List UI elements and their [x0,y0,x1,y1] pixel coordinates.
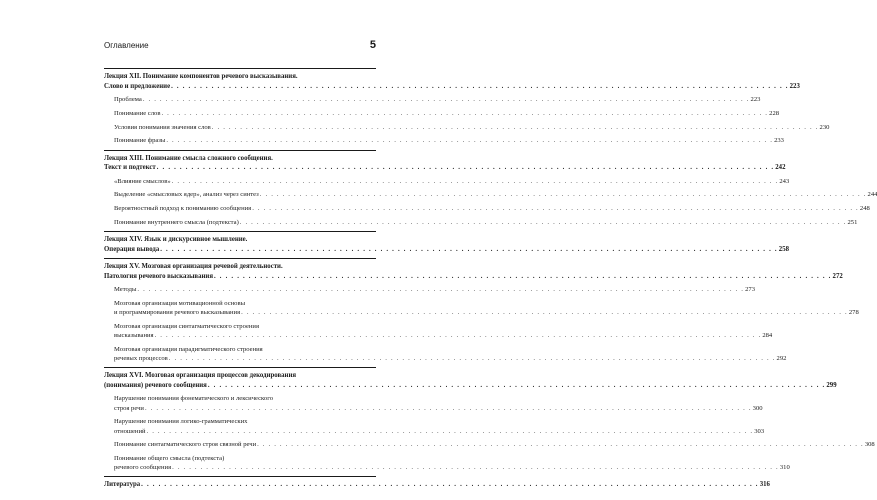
lecture-page-number: 223 [789,82,800,90]
subtopic-page-number: 243 [779,177,790,185]
toc-section [104,150,877,228]
subtopic-page-number: 300 [752,404,763,412]
dot-leader: . . . . . . . . . . . . . . . . . . . . . . . . . . . . . . . . . . . . . . . . . . . . . . . . . . . . . . . . . . . . . . . . . . . . . . . . . . . . . . . . . . . . . . . . . . . . . . . . . . . . . . . . . . . [211,123,819,131]
subtopic-title-line: отношений [114,427,146,435]
subtopic-title-line: Методы [114,286,137,294]
lecture-page-number: 258 [778,245,789,253]
subtopic-entry[interactable] [114,190,877,199]
lecture-entry[interactable] [104,154,786,173]
subtopic-entry[interactable] [114,417,765,435]
subtopic-leader-row [114,463,790,472]
subtopic-page-number: 233 [774,137,784,145]
dot-leader: . . . . . . . . . . . . . . . . . . . . . . . . . . . . . . . . . . . . . . . . . . . . . . . . . . . . . . . . . . . . . . . . . . . . . . . . . . . . . . . . . . . . . . . . . . . . . . . . . . . . . . . . . . . [141,481,759,489]
subtopic-leader-row [114,308,859,317]
subtopic-entry[interactable] [114,218,858,227]
subtopic-entry[interactable] [114,440,875,449]
lecture-leader-row [104,381,837,391]
page-header [104,39,376,51]
dot-leader: . . . . . . . . . . . . . . . . . . . . . . . . . . . . . . . . . . . . . . . . . . . . . . . . . . . . . . . . . . . . . . . . . . . . . . . . . . . . . . . . . . . . . . . . . . . . . . . . . . . . . . . . . . . [161,109,769,117]
subtopic-entry[interactable] [114,123,830,132]
dot-leader: . . . . . . . . . . . . . . . . . . . . . . . . . . . . . . . . . . . . . . . . . . . . . . . . . . . . . . . . . . . . . . . . . . . . . . . . . . . . . . . . . . . . . . . . . . . . . . . . . . . . . . . . . . . [142,96,750,104]
lecture-page-number: 316 [759,481,770,489]
lecture-leader-row [104,272,843,282]
subtopic-title-line: и программирования речевого высказывания [114,309,241,317]
subtopic-leader-row [114,95,761,104]
lecture-title-line: Лекция XII. Понимание компонентов речевого высказывания. [104,73,298,80]
subtopic-entry[interactable] [114,322,773,340]
subtopic-leader-row [114,177,790,186]
lecture-title-line: Слово и предложение [104,82,171,90]
subtopic-page-number: 292 [776,355,787,363]
lecture-title-line: Операция вывода [104,245,160,253]
subtopic-title-line: Понимание общего смысла (подтекста) [114,455,225,462]
toc-section [104,68,830,146]
subtopic-entry[interactable] [114,454,790,472]
dot-leader: . . . . . . . . . . . . . . . . . . . . . . . . . . . . . . . . . . . . . . . . . . . . . . . . . . . . . . . . . . . . . . . . . . . . . . . . . . . . . . . . . . . . . . . . . . . . . . . . . . . . . . . . . . . [154,332,762,340]
dot-leader: . . . . . . . . . . . . . . . . . . . . . . . . . . . . . . . . . . . . . . . . . . . . . . . . . . . . . . . . . . . . . . . . . . . . . . . . . . . . . . . . . . . . . . . . . . . . . . . . . . . . . . . . . . . [144,404,752,412]
dot-leader: . . . . . . . . . . . . . . . . . . . . . . . . . . . . . . . . . . . . . . . . . . . . . . . . . . . . . . . . . . . . . . . . . . . . . . . . . . . . . . . . . . . . . . . . . . . . . . . . . . . . . . . . . . . [241,309,848,317]
subtopic-leader-row [114,123,830,132]
lecture-title-line: (понимания) речевого сообщения [104,381,207,389]
lecture-entry[interactable] [104,235,789,254]
subtopic-leader-row [114,404,763,413]
subtopic-title-line: Нарушение понимания фонематического и лексического [114,395,274,403]
subtopic-entry[interactable] [114,299,859,317]
dot-leader: . . . . . . . . . . . . . . . . . . . . . . . . . . . . . . . . . . . . . . . . . . . . . . . . . . . . . . . . . . . . . . . . . . . . . . . . . . . . . . . . . . . . . . . . . . . . . . . . . . . . . . . . . . . [146,427,754,435]
subtopic-leader-row [114,218,858,227]
dot-leader: . . . . . . . . . . . . . . . . . . . . . . . . . . . . . . . . . . . . . . . . . . . . . . . . . . . . . . . . . . . . . . . . . . . . . . . . . . . . . . . . . . . . . . . . . . . . . . . . . . . . . . . . . . . [160,245,778,253]
dot-leader: . . . . . . . . . . . . . . . . . . . . . . . . . . . . . . . . . . . . . . . . . . . . . . . . . . . . . . . . . . . . . . . . . . . . . . . . . . . . . . . . . . . . . . . . . . . . . . . . . . . . . . . . . . . [137,286,745,294]
dot-leader: . . . . . . . . . . . . . . . . . . . . . . . . . . . . . . . . . . . . . . . . . . . . . . . . . . . . . . . . . . . . . . . . . . . . . . . . . . . . . . . . . . . . . . . . . . . . . . . . . . . . . . . . . . . [156,164,775,172]
lecture-entry[interactable] [104,72,800,91]
subtopic-entry[interactable] [114,95,761,104]
subtopic-title-line: Понимание слов [114,109,161,117]
subtopic-leader-row [114,109,780,118]
lecture-page-number: 272 [832,272,843,280]
subtopic-entry[interactable] [114,136,784,145]
dot-leader: . . . . . . . . . . . . . . . . . . . . . . . . . . . . . . . . . . . . . . . . . . . . . . . . . . . . . . . . . . . . . . . . . . . . . . . . . . . . . . . . . . . . . . . . . . . . . . . . . . . . . . . . . . . [171,177,779,185]
dot-leader: . . . . . . . . . . . . . . . . . . . . . . . . . . . . . . . . . . . . . . . . . . . . . . . . . . . . . . . . . . . . . . . . . . . . . . . . . . . . . . . . . . . . . . . . . . . . . . . . . . . . . . . . . . . [252,205,859,213]
subtopic-leader-row [114,354,787,363]
subtopic-entry[interactable] [114,394,763,412]
subtopic-title-line: Условия понимания значения слов [114,123,211,131]
subtopic-entry[interactable] [114,177,790,186]
subtopic-page-number: 310 [779,464,790,472]
subtopic-page-number: 284 [762,332,773,340]
lecture-title-line: Патология речевого высказывания [104,272,213,280]
subtopic-title-line: Понимание внутреннего смысла (подтекста) [114,218,239,226]
subtopic-page-number: 223 [750,96,761,104]
lecture-entry[interactable] [104,480,770,490]
lecture-title-line: Литература [104,481,141,489]
lecture-entry[interactable] [104,371,837,390]
subtopic-leader-row [114,190,877,199]
subtopic-leader-row [114,440,875,449]
lecture-leader-row [104,163,786,173]
subtopic-title-line: Мозговая организация парадигматического строения [114,345,263,353]
lecture-title-line: Текст и подтекст [104,164,156,172]
subtopic-title-line: высказывания [114,332,154,340]
dot-leader: . . . . . . . . . . . . . . . . . . . . . . . . . . . . . . . . . . . . . . . . . . . . . . . . . . . . . . . . . . . . . . . . . . . . . . . . . . . . . . . . . . . . . . . . . . . . . . . . . . . . . . . . . . . [214,272,832,280]
subtopic-page-number: 308 [864,441,875,449]
subtopic-entry[interactable] [114,345,787,363]
subtopic-title-line: строя речи [114,404,144,412]
subtopic-title-line: Вероятностный подход к пониманию сообщения [114,205,252,213]
subtopic-page-number: 248 [859,205,870,213]
running-head-title: Оглавление [104,41,149,50]
subtopic-title-line: Мозговая организация мотивационной основы [114,300,246,308]
subtopic-leader-row [114,136,784,145]
dot-leader: . . . . . . . . . . . . . . . . . . . . . . . . . . . . . . . . . . . . . . . . . . . . . . . . . . . . . . . . . . . . . . . . . . . . . . . . . . . . . . . . . . . . . . . . . . . . . . . . . . . . . . . . . . . [259,191,867,199]
subtopic-title-line: Понимание синтагматического строя связной речи [114,441,257,449]
subtopic-page-number: 278 [848,309,859,317]
subtopic-title-line: Проблема [114,96,142,104]
subtopic-title-line: речевых процессов [114,355,168,363]
lecture-page-number: 242 [775,164,786,172]
subtopic-leader-row [114,331,773,340]
dot-leader: . . . . . . . . . . . . . . . . . . . . . . . . . . . . . . . . . . . . . . . . . . . . . . . . . . . . . . . . . . . . . . . . . . . . . . . . . . . . . . . . . . . . . . . . . . . . . . . . . . . . . . . . . . . [168,355,776,363]
subtopic-leader-row [114,427,765,436]
dot-leader: . . . . . . . . . . . . . . . . . . . . . . . . . . . . . . . . . . . . . . . . . . . . . . . . . . . . . . . . . . . . . . . . . . . . . . . . . . . . . . . . . . . . . . . . . . . . . . . . . . . . . . . . . . . [171,82,789,90]
subtopic-page-number: 244 [867,191,877,199]
lecture-title-line: Лекция XVI. Мозговая организация процессов декодирования [104,372,297,380]
subtopic-title-line: Мозговая организация синтагматического строения [114,322,259,330]
subtopic-leader-row [114,285,755,294]
toc-section [104,231,789,254]
subtopic-title-line: речевого сообщения [114,464,172,472]
subtopic-title-line: Нарушение понимания логико-грамматических [114,418,248,426]
lecture-page-number: 299 [826,381,837,389]
subtopic-page-number: 251 [847,218,858,226]
subtopic-page-number: 228 [769,109,780,117]
lecture-entry[interactable] [104,262,843,281]
dot-leader: . . . . . . . . . . . . . . . . . . . . . . . . . . . . . . . . . . . . . . . . . . . . . . . . . . . . . . . . . . . . . . . . . . . . . . . . . . . . . . . . . . . . . . . . . . . . . . . . . . . . . . . . . . . [239,218,847,226]
subtopic-page-number: 303 [754,427,765,435]
subtopic-leader-row [114,204,870,213]
lecture-title-line: Лекция XIII. Понимание смысла сложного сообщения. [104,154,273,162]
subtopic-entry[interactable] [114,109,780,118]
subtopic-entry[interactable] [114,204,870,213]
subtopic-title-line: Выделение «смысловых ядер», анализ через синтез [114,191,259,199]
page-number: 5 [369,39,376,51]
toc-section [104,367,875,472]
dot-leader: . . . . . . . . . . . . . . . . . . . . . . . . . . . . . . . . . . . . . . . . . . . . . . . . . . . . . . . . . . . . . . . . . . . . . . . . . . . . . . . . . . . . . . . . . . . . . . . . . . . . . . . . . . . [257,441,864,449]
subtopic-page-number: 230 [819,123,830,131]
subtopic-page-number: 273 [745,286,755,294]
toc-section [104,258,859,363]
dot-leader: . . . . . . . . . . . . . . . . . . . . . . . . . . . . . . . . . . . . . . . . . . . . . . . . . . . . . . . . . . . . . . . . . . . . . . . . . . . . . . . . . . . . . . . . . . . . . . . . . . . . . . . . . . . [172,464,779,472]
lecture-title-line: Лекция XV. Мозговая организация речевой деятельности. [104,263,283,271]
subtopic-title-line: «Влияние смыслов» [114,177,171,185]
lecture-title-line: Лекция XIV. Язык и дискурсивное мышление. [104,236,248,243]
table-of-contents [104,68,877,494]
dot-leader: . . . . . . . . . . . . . . . . . . . . . . . . . . . . . . . . . . . . . . . . . . . . . . . . . . . . . . . . . . . . . . . . . . . . . . . . . . . . . . . . . . . . . . . . . . . . . . . . . . . . . . . . . . . [166,137,774,145]
toc-section [104,476,770,490]
subtopic-title-line: Понимание фразы [114,137,166,145]
lecture-leader-row [104,480,770,490]
dot-leader: . . . . . . . . . . . . . . . . . . . . . . . . . . . . . . . . . . . . . . . . . . . . . . . . . . . . . . . . . . . . . . . . . . . . . . . . . . . . . . . . . . . . . . . . . . . . . . . . . . . . . . . . . . . [207,381,826,389]
lecture-leader-row [104,245,789,255]
subtopic-entry[interactable] [114,285,755,294]
lecture-leader-row [104,82,800,92]
